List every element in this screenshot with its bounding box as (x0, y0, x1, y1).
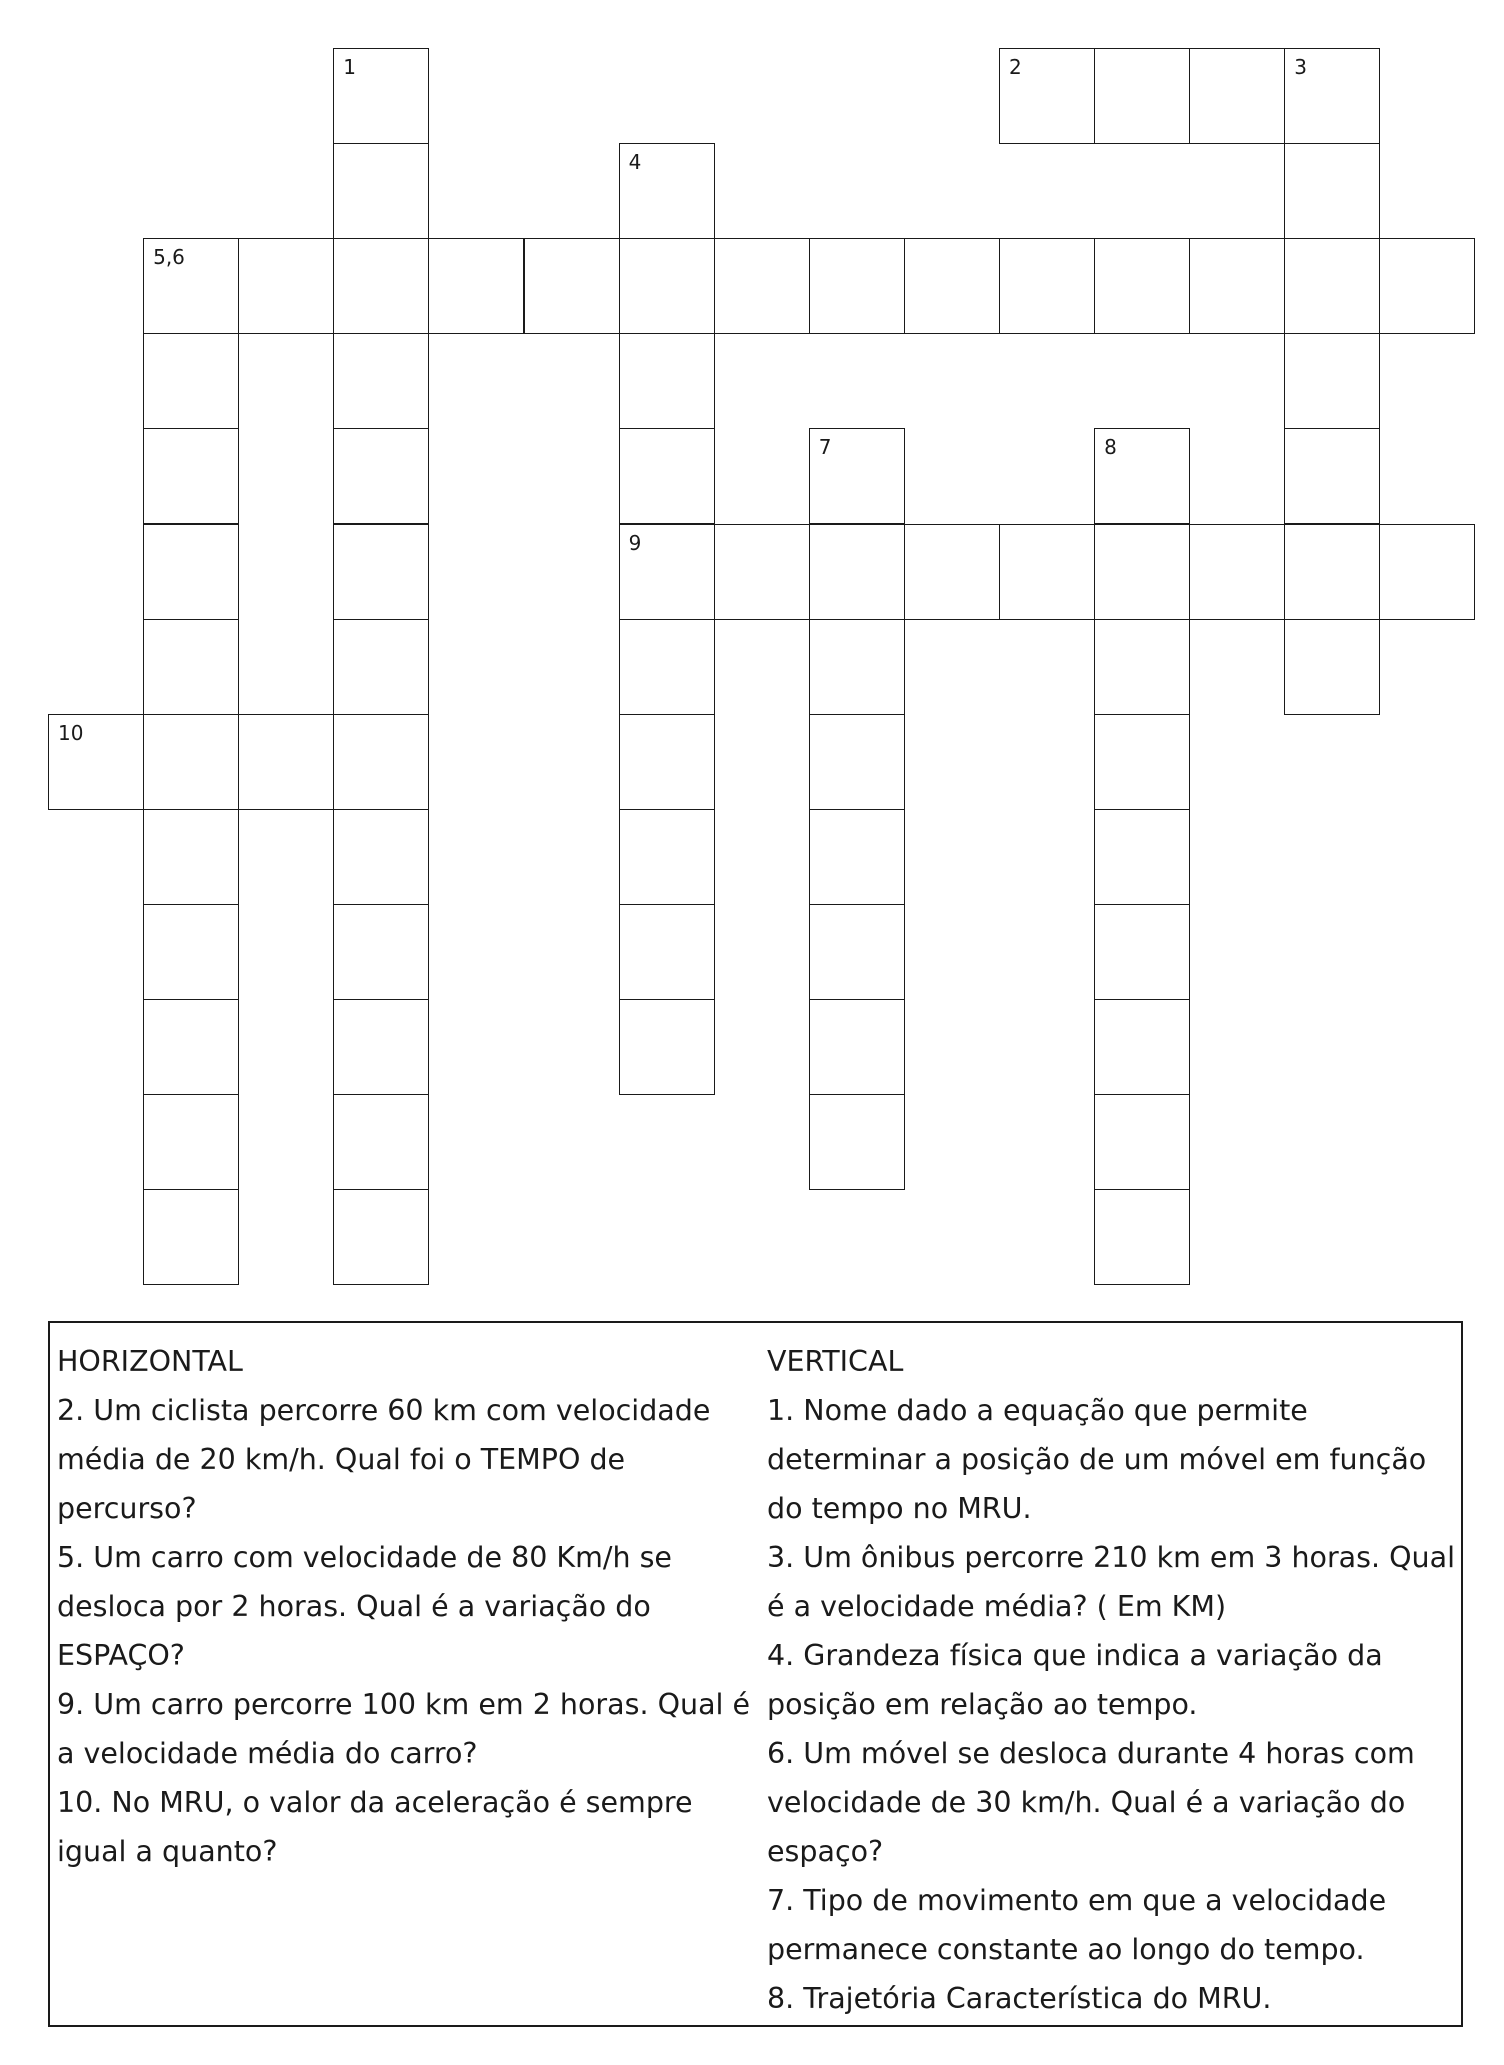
vertical-heading: VERTICAL (767, 1345, 904, 1378)
crossword-cell[interactable] (1379, 524, 1475, 620)
clue-number: 5,6 (153, 245, 185, 270)
crossword-cell[interactable] (143, 428, 239, 524)
crossword-cell[interactable] (143, 619, 239, 715)
crossword-cell[interactable] (999, 524, 1095, 620)
crossword-cell[interactable] (809, 428, 905, 524)
clue-number: 8 (1104, 435, 1117, 460)
crossword-cell[interactable] (143, 1189, 239, 1285)
clue-across-2: 2. Um ciclista percorre 60 km com velocidade média de 20 km/h. Qual foi o TEMPO de percurso? (57, 1394, 711, 1525)
crossword-cell[interactable] (333, 809, 429, 905)
crossword-cell[interactable] (1094, 48, 1190, 144)
clue-number: 1 (343, 55, 357, 79)
crossword-cell[interactable] (333, 428, 429, 524)
crossword-cell[interactable] (809, 809, 905, 905)
clue-number: 2 (1009, 55, 1022, 79)
crossword-cell[interactable] (333, 238, 429, 334)
clue-number: 4 (628, 150, 642, 175)
crossword-cell[interactable] (619, 238, 715, 334)
crossword-cell[interactable] (1189, 524, 1285, 620)
clue-down-3: 3. Um ônibus percorre 210 km em 3 horas. Qual é a velocidade média? ( Em KM) (767, 1541, 1455, 1623)
crossword-cell[interactable] (619, 904, 715, 1000)
crossword-cell[interactable] (333, 999, 429, 1095)
crossword-cell[interactable] (1094, 619, 1190, 715)
crossword-cell[interactable] (809, 999, 905, 1095)
crossword-cell[interactable] (809, 714, 905, 810)
clue-down-8: 8. Trajetória Característica do MRU. (767, 1982, 1272, 2015)
crossword-cell[interactable] (904, 238, 1000, 334)
vertical-clues (767, 1337, 1457, 2023)
crossword-cell[interactable] (1284, 143, 1380, 239)
clue-number: 9 (628, 530, 642, 555)
crossword-cell[interactable] (809, 619, 905, 715)
crossword-cell[interactable] (1094, 428, 1190, 524)
crossword-cell[interactable] (1094, 524, 1190, 620)
crossword-cell[interactable] (714, 238, 810, 334)
crossword-cell[interactable] (1284, 238, 1380, 334)
crossword-cell[interactable] (809, 238, 905, 334)
crossword-cell[interactable] (1189, 48, 1285, 144)
crossword-cell[interactable] (333, 1189, 429, 1285)
crossword-cell[interactable] (904, 524, 1000, 620)
crossword-cell[interactable] (1094, 809, 1190, 905)
crossword-cell[interactable] (143, 809, 239, 905)
crossword-cell[interactable] (1379, 238, 1475, 334)
crossword-cell[interactable] (428, 238, 524, 334)
crossword-cell[interactable] (333, 1094, 429, 1190)
crossword-cell[interactable] (809, 904, 905, 1000)
crossword-cell[interactable] (619, 999, 715, 1095)
clue-across-9: 9. Um carro percorre 100 km em 2 horas. Qual é a velocidade média do carro? (57, 1688, 751, 1770)
crossword-cell[interactable] (999, 238, 1095, 334)
crossword-cell[interactable] (143, 238, 239, 334)
clues-box (48, 1321, 1463, 2027)
crossword-cell[interactable] (333, 48, 429, 144)
crossword-cell[interactable] (333, 143, 429, 239)
clue-number: 10 (58, 720, 84, 745)
clue-down-4: 4. Grandeza física que indica a variação da posição em relação ao tempo. (767, 1639, 1383, 1721)
crossword-cell[interactable] (1284, 619, 1380, 715)
crossword-cell[interactable] (714, 524, 810, 620)
crossword-cell[interactable] (143, 714, 239, 810)
crossword-cell[interactable] (1284, 428, 1380, 524)
crossword-cell[interactable] (1094, 238, 1190, 334)
horizontal-clues (57, 1337, 757, 1876)
crossword-cell[interactable] (619, 333, 715, 429)
crossword-cell[interactable] (1284, 48, 1380, 144)
crossword-cell[interactable] (619, 619, 715, 715)
horizontal-heading: HORIZONTAL (57, 1345, 243, 1378)
crossword-cell[interactable] (238, 238, 334, 334)
crossword-cell[interactable] (143, 904, 239, 1000)
clue-across-5: 5. Um carro com velocidade de 80 Km/h se desloca por 2 horas. Qual é a variação do ESPAÇO? (57, 1541, 672, 1672)
crossword-cell[interactable] (1284, 524, 1380, 620)
clue-number: 3 (1294, 55, 1308, 79)
crossword-cell[interactable] (619, 714, 715, 810)
crossword-cell[interactable] (619, 428, 715, 524)
crossword-cell[interactable] (143, 999, 239, 1095)
crossword-cell[interactable] (48, 714, 144, 810)
crossword-cell[interactable] (1094, 904, 1190, 1000)
crossword-cell[interactable] (999, 48, 1095, 144)
clue-number: 7 (818, 435, 832, 460)
crossword-cell[interactable] (619, 524, 715, 620)
crossword-cell[interactable] (809, 1094, 905, 1190)
crossword-cell[interactable] (524, 238, 620, 334)
crossword-cell[interactable] (143, 524, 239, 620)
crossword-cell[interactable] (238, 714, 334, 810)
crossword-cell[interactable] (1094, 1189, 1190, 1285)
crossword-cell[interactable] (1284, 333, 1380, 429)
crossword-cell[interactable] (143, 333, 239, 429)
clue-across-10: 10. No MRU, o valor da aceleração é sempre igual a quanto? (57, 1786, 693, 1868)
crossword-cell[interactable] (619, 809, 715, 905)
crossword-cell[interactable] (333, 524, 429, 620)
crossword-cell[interactable] (333, 714, 429, 810)
clue-down-7: 7. Tipo de movimento em que a velocidade permanece constante ao longo do tempo. (767, 1884, 1387, 1966)
crossword-cell[interactable] (1189, 238, 1285, 334)
crossword-cell[interactable] (809, 524, 905, 620)
crossword-cell[interactable] (619, 143, 715, 239)
crossword-cell[interactable] (143, 1094, 239, 1190)
clue-down-6: 6. Um móvel se desloca durante 4 horas com velocidade de 30 km/h. Qual é a variação do espaço? (767, 1737, 1415, 1868)
crossword-cell[interactable] (333, 333, 429, 429)
crossword-cell[interactable] (333, 904, 429, 1000)
clue-down-1: 1. Nome dado a equação que permite determinar a posição de um móvel em função do tempo no MRU. (767, 1394, 1427, 1525)
crossword-cell[interactable] (1094, 999, 1190, 1095)
crossword-cell[interactable] (1094, 1094, 1190, 1190)
crossword-cell[interactable] (333, 619, 429, 715)
crossword-cell[interactable] (1094, 714, 1190, 810)
